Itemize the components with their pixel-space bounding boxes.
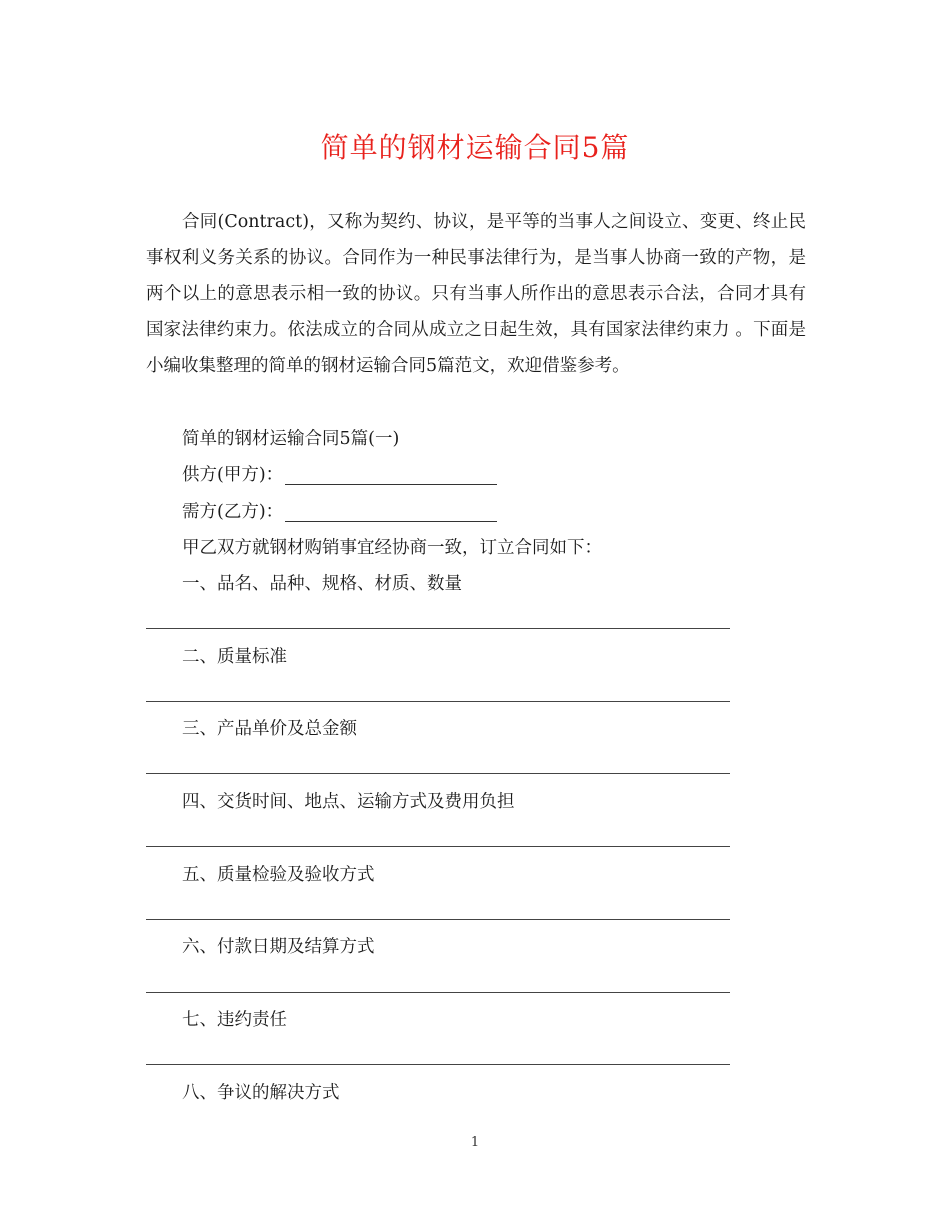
section-heading: 六、付款日期及结算方式 [182, 937, 375, 957]
agreement-line: 甲乙双方就钢材购销事宜经协商一致，订立合同如下： [182, 538, 602, 558]
section-blank-rule [146, 992, 730, 993]
section-heading: 四、交货时间、地点、运输方式及费用负担 [182, 792, 515, 812]
section-blank-rule [146, 846, 730, 847]
section-heading: 三、产品单价及总金额 [182, 719, 357, 739]
section-blank-rule [146, 1064, 730, 1065]
contract-subtitle: 简单的钢材运输合同5篇(一) [182, 429, 400, 449]
intro-paragraph: 合同(Contract)，又称为契约、协议，是平等的当事人之间设立、变更、终止民事权利义务关系的协议。合同作为一种民事法律行为，是当事人协商一致的产物，是两个以上的意思表示相一致的协议。只有当事人所作出的意思表示合法，合同才具有国家法律约束力。依法成立的合同从成立之日起生效，具有国家法律约束力 。下面是小编收集整理的简单的钢材运输合同5篇范文，欢迎借鉴参考。 [146, 212, 806, 376]
section-heading: 一、品名、品种、规格、材质、数量 [182, 574, 462, 594]
section-heading: 二、质量标准 [182, 647, 287, 667]
section-blank-rule [146, 628, 730, 629]
section-blank-rule [146, 919, 730, 920]
section-heading: 八、争议的解决方式 [182, 1083, 340, 1103]
section-heading: 七、违约责任 [182, 1010, 287, 1030]
section-heading: 五、质量检验及验收方式 [182, 865, 375, 885]
supplier-blank [285, 483, 497, 485]
section-blank-rule [146, 701, 730, 702]
page-number: 1 [470, 1135, 480, 1150]
supplier-label: 供方(甲方)： [182, 465, 284, 485]
section-blank-rule [146, 773, 730, 774]
document-title: 简单的钢材运输合同5篇 [320, 131, 630, 164]
buyer-field [182, 494, 497, 530]
buyer-label: 需方(乙方)： [182, 502, 284, 522]
supplier-field [182, 457, 497, 493]
buyer-blank [285, 520, 497, 522]
